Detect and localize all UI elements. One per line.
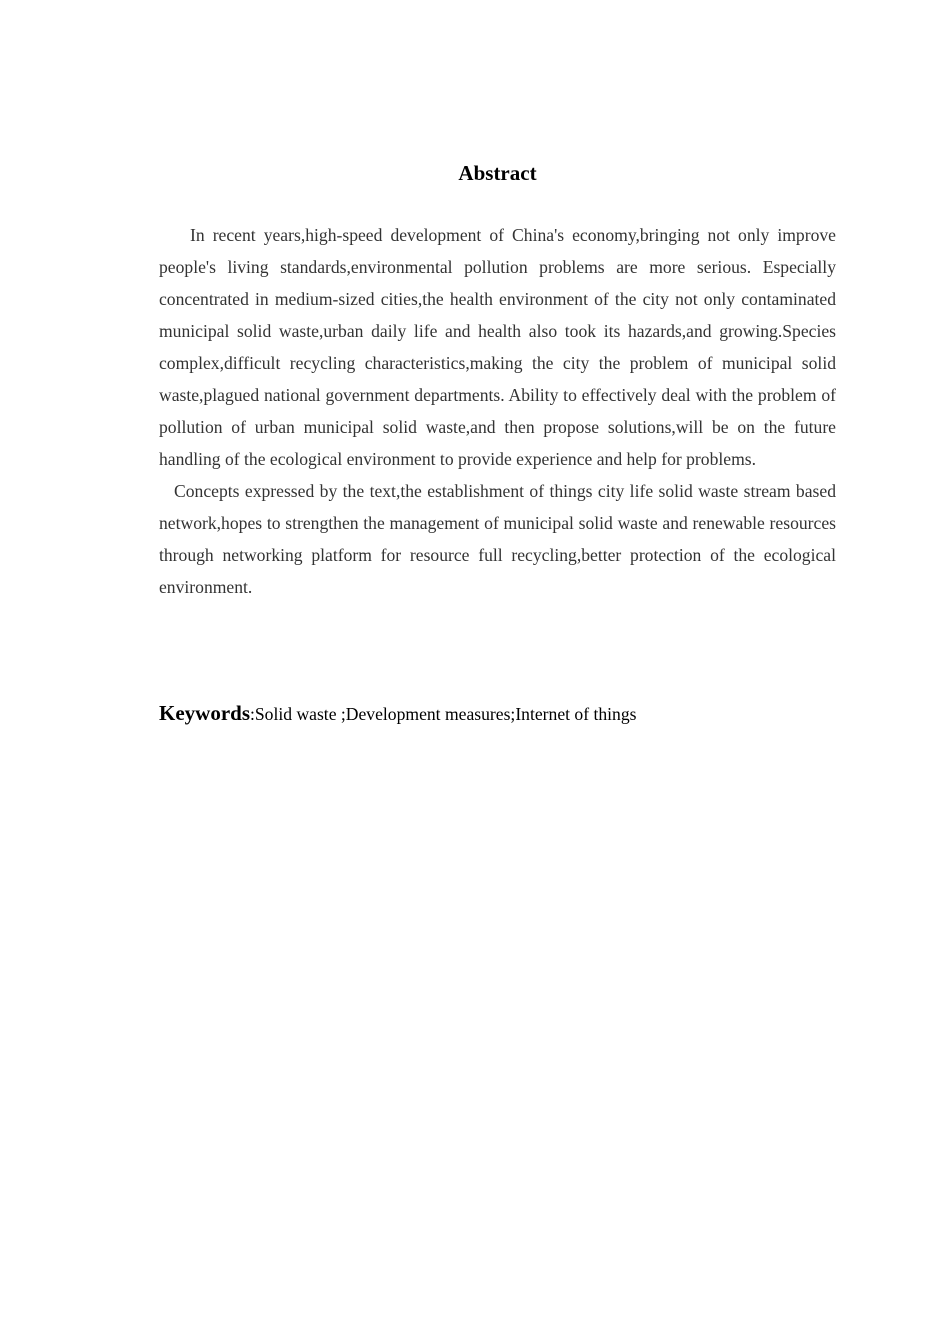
- keywords-value: :Solid waste ;Development measures;Internet of things: [250, 704, 637, 724]
- abstract-body: [159, 219, 836, 603]
- keywords-line: [159, 697, 836, 732]
- keywords-label: Keywords: [159, 701, 250, 725]
- abstract-title: Abstract: [458, 161, 537, 185]
- abstract-paragraph-2: Concepts expressed by the text,the establishment of things city life solid waste stream based network,hopes to strengthen the management of municipal solid waste and renewable resources through networking platform for resource full recycling,better protection of the ecological environment.: [159, 481, 836, 597]
- abstract-paragraph-1: In recent years,high-speed development of China's economy,bringing not only improve people's living standards,environmental pollution problems are more serious. Especially concentrated in medium-sized cities,the health environment of the city not only contaminated municipal solid waste,urban daily life and health also took its hazards,and growing.Species complex,difficult recycling characteristics,making the city the problem of municipal solid waste,plagued national government departments. Ability to effectively deal with the problem of pollution of urban municipal solid waste,and then propose solutions,will be on the future handling of the ecological environment to provide experience and help for problems.: [159, 225, 836, 469]
